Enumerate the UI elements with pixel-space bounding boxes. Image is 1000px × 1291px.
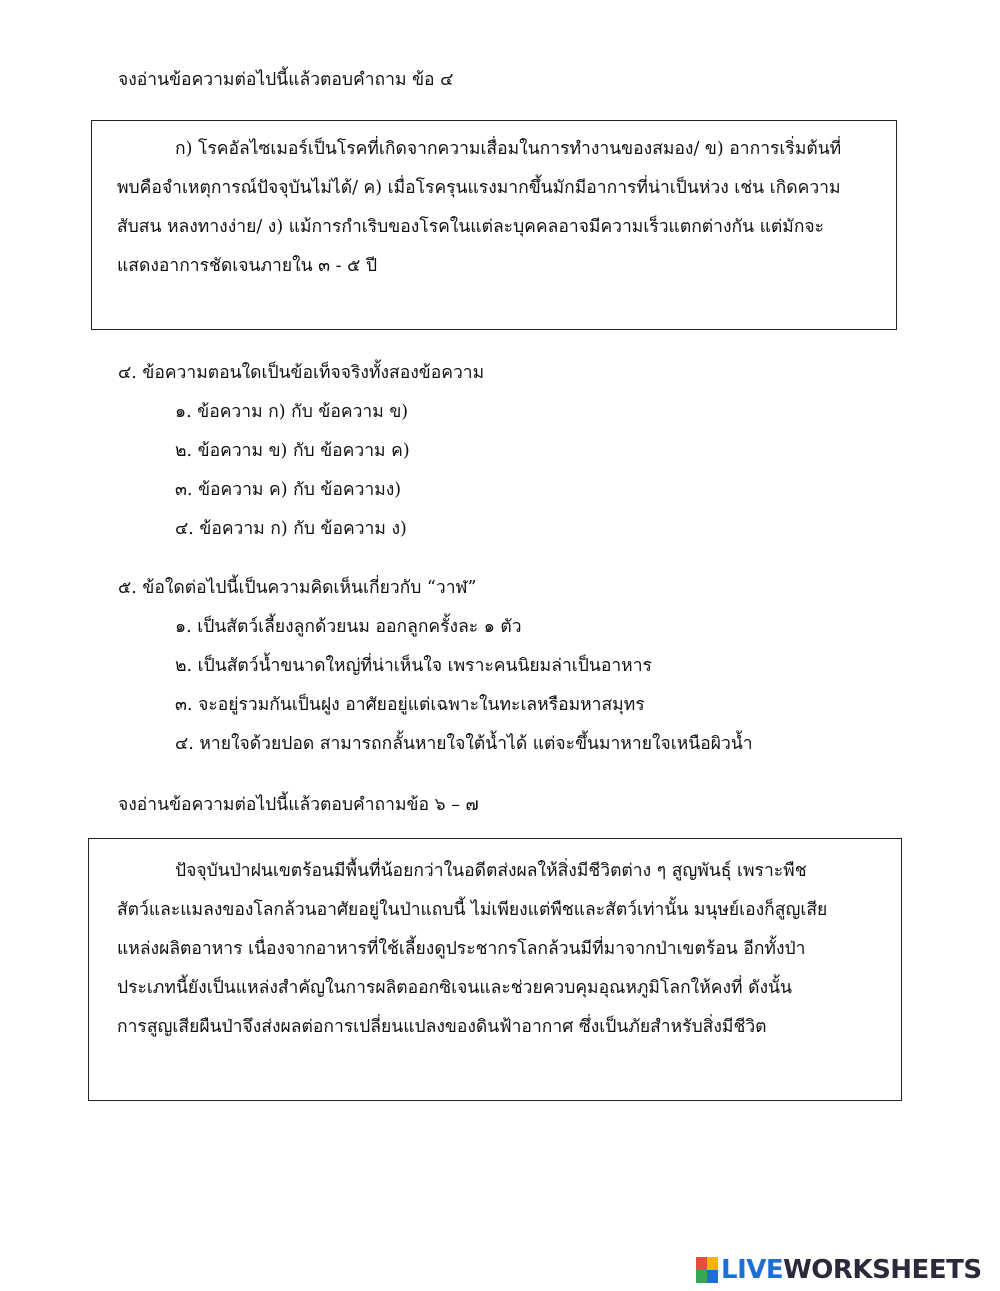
logo-text-worksheets: WORKSHEETS bbox=[783, 1255, 982, 1285]
passage-2-line-5: การสูญเสียผืนป่าจึงส่งผลต่อการเปลี่ยนแปลงของดินฟ้าอากาศ ซึ่งเป็นภัยสำหรับสิ่งมีชีวิต bbox=[117, 1017, 767, 1037]
passage-1-line-4: แสดงอาการชัดเจนภายใน ๓ - ๕ ปี bbox=[117, 256, 378, 276]
q4-option-3[interactable]: ๓. ข้อความ ค) กับ ข้อความง) bbox=[175, 480, 402, 500]
passage-2-line-1: ปัจจุบันป่าฝนเขตร้อนมีพื้นที่น้อยกว่าในอดีตส่งผลให้สิ่งมีชีวิตต่าง ๆ สูญพันธุ์ เพราะพืช bbox=[175, 861, 807, 881]
passage-2-line-4: ประเภทนี้ยังเป็นแหล่งสำคัญในการผลิตออกซิเจนและช่วยควบคุมอุณหภูมิโลกให้คงที่ ดังนั้น bbox=[117, 978, 792, 998]
instruction-1: จงอ่านข้อความต่อไปนี้แล้วตอบคำถาม ข้อ ๔ bbox=[118, 70, 454, 90]
q5-option-1[interactable]: ๑. เป็นสัตว์เลี้ยงลูกด้วยนม ออกลูกครั้งละ ๑ ตัว bbox=[175, 617, 522, 637]
passage-1-line-3: สับสน หลงทางง่าย/ ง) แม้การกำเริบของโรคในแต่ละบุคคลอาจมีความเร็วแตกต่างกัน แต่มักจะ bbox=[117, 217, 825, 237]
logo-text-live: LIVE bbox=[721, 1255, 784, 1285]
q5-option-2[interactable]: ๒. เป็นสัตว์น้ำขนาดใหญ่ที่น่าเห็นใจ เพราะคนนิยมล่าเป็นอาหาร bbox=[175, 656, 652, 676]
q4-option-1[interactable]: ๑. ข้อความ ก) กับ ข้อความ ข) bbox=[175, 402, 409, 422]
passage-1-line-2: พบคือจำเหตุการณ์ปัจจุบันไม่ได้/ ค) เมื่อโรครุนแรงมากขึ้นมักมีอาการที่น่าเป็นห่วง เช่น เกิดความ bbox=[117, 178, 841, 198]
q4-option-4[interactable]: ๔. ข้อความ ก) กับ ข้อความ ง) bbox=[175, 519, 407, 539]
q5-option-3[interactable]: ๓. จะอยู่รวมกันเป็นฝูง อาศัยอยู่แต่เฉพาะในทะเลหรือมหาสมุทร bbox=[175, 695, 645, 715]
question-4: ๔. ข้อความตอนใดเป็นข้อเท็จจริงทั้งสองข้อความ bbox=[118, 363, 485, 383]
instruction-2: จงอ่านข้อความต่อไปนี้แล้วตอบคำถามข้อ ๖ – ๗ bbox=[118, 795, 479, 815]
q5-option-4[interactable]: ๔. หายใจด้วยปอด สามารถกลั้นหายใจใต้น้ำได้ แต่จะขึ้นมาหายใจเหนือผิวน้ำ bbox=[175, 734, 753, 754]
passage-2-line-3: แหล่งผลิตอาหาร เนื่องจากอาหารที่ใช้เลี้ยงดูประชากรโลกล้วนมีที่มาจากป่าเขตร้อน อีกทั้งป่า bbox=[117, 939, 806, 959]
question-5: ๕. ข้อใดต่อไปนี้เป็นความคิดเห็นเกี่ยวกับ “วาฬ” bbox=[118, 578, 477, 598]
liveworksheets-logo-icon bbox=[696, 1257, 718, 1283]
liveworksheets-logo[interactable] bbox=[696, 1255, 982, 1285]
passage-1-line-1: ก) โรคอัลไซเมอร์เป็นโรคที่เกิดจากความเสื่อมในการทำงานของสมอง/ ข) อาการเริ่มต้นที่ bbox=[175, 139, 842, 159]
liveworksheets-logo-text bbox=[721, 1255, 982, 1285]
q4-option-2[interactable]: ๒. ข้อความ ข) กับ ข้อความ ค) bbox=[175, 441, 410, 461]
passage-2-line-2: สัตว์และแมลงของโลกล้วนอาศัยอยู่ในป่าแถบนี้ ไม่เพียงแต่พืชและสัตว์เท่านั้น มนุษย์เองก็สูญเสีย bbox=[117, 900, 828, 920]
passage-2 bbox=[117, 852, 827, 1047]
passage-1 bbox=[117, 130, 841, 286]
